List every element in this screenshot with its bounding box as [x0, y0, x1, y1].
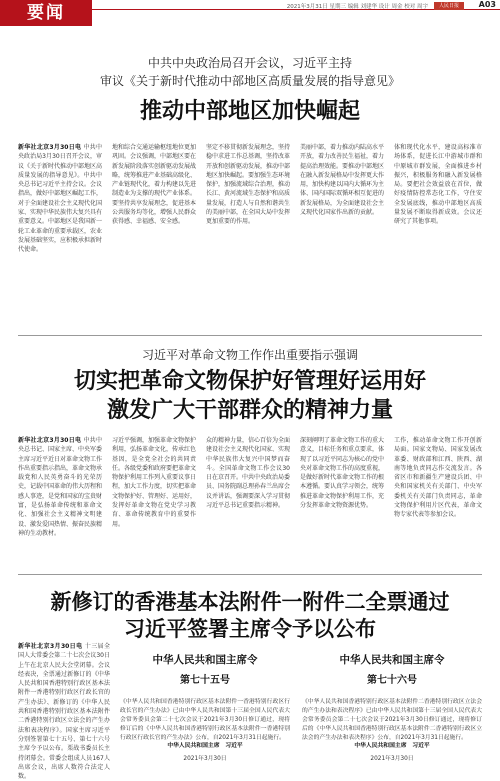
decree-75-date: 2021年3月30日 — [183, 756, 227, 762]
story2-column-1 — [18, 436, 102, 596]
story2-col1-text: 中共中央总书记、国家主席、中央军委主席习近平近日对革命文物工作作出重要指示指出，革命文物承载党和人民英勇奋斗的光荣历史，记载中国革命的伟大历程和感人事迹，是党和国家的宝贵财富，是弘扬革命传统和革命文化、加强社会主义精神文明建设、激发爱国热情、振奋民族精神的生动教材。 — [18, 437, 103, 537]
story3-dateline: 新华社北京3月30日电 — [18, 643, 83, 650]
story2-column-2: 习近平强调，加强革命文物保护利用，弘扬革命文化，传承红色基因，是全党全社会的共同责任。各级党委和政府要把革命文物保护利用工作列入重要议事日程，加大工作力度，切实把革命文物保护好、管理好、运用好，发挥好革命文物在党史学习教育、革命传统教育中的重要作用。 — [112, 437, 197, 528]
story1-dateline: 新华社北京3月30日电 — [18, 144, 82, 151]
brand-tag: 人民日报 — [434, 2, 464, 10]
story3-col1-text: 十三届全国人大常委会第二十七次会议30日上午在北京人民大会堂闭幕。会议经表决，全票通过新修订的《中华人民共和国香港特别行政区基本法附件一香港特别行政区行政长官的产生办法》、新修订的《中华人民共和国香港特别行政区基本法附件二香港特别行政区立法会的产生办法和表决程序》。国家主席习近平分别签署第七十五号、第七十六号主席令予以公布。栗战书委员长主持闭幕会。常委会组成人员167人出席会议，出席人数符合法定人数。 — [18, 643, 110, 781]
story1-subtitle: 审议《关于新时代推动中部地区高质量发展的指导意见》 — [99, 74, 400, 88]
issue-meta: 2021年3月31日 星期三 编辑 刘建华 设计 周金 校对 周宇 — [286, 4, 428, 10]
decree-76-body: 《中华人民共和国香港特别行政区基本法附件二香港特别行政区立法会的产生办法和表决程序》已由中华人民共和国第十三届全国人民代表大会常务委员会第二十七次会议于2021年3月30日修订通过，现将修订后的《中华人民共和国香港特别行政区基本法附件二香港特别行政区立法会的产生办法和表决程序》公布，自2021年3月31日起施行。 — [302, 699, 482, 741]
decree-75-title: 中华人民共和国主席令 — [152, 654, 258, 666]
story2-headline-line2: 激发广大干部群众的精神力量 — [106, 397, 393, 423]
story3-column-1 — [18, 642, 110, 781]
story3-headline-line1: 新修订的香港基本法附件一附件二全票通过 — [50, 589, 450, 614]
decree-76-signer: 中华人民共和国主席 习近平 — [354, 743, 430, 749]
decree-76-number: 第七十六号 — [367, 675, 417, 686]
story1-kicker: 中共中央政治局召开会议，习近平主持 — [147, 56, 352, 70]
story2-dateline: 新华社北京3月30日电 — [18, 437, 82, 444]
story2-kicker: 习近平对革命文物工作作出重要指示强调 — [141, 348, 358, 362]
story3-headline-line2: 习近平签署主席令予以公布 — [124, 616, 376, 641]
story2-column-5: 工作，推动革命文物工作开创新局面。国家文物局、国家发展改革委、财政部和江西、陕西、湖南等地负责同志作交流发言。各省区市和新疆生产建设兵团、中央和国家机关有关部门、中央军委机关有关部门负责同志，革命文物保护利用片区代表，革命文物专家代表等参加会议。 — [394, 437, 482, 519]
story2-column-4: 深刻阐明了革命文物工作的重大意义，目标任务和重点要求，体现了以习近平同志为核心的党中央对革命文物工作的高度重视，是做好新时代革命文物工作的根本遵循。要认真学习领会，统筹推进革命文物保护利用工作，充分发挥革命文物资源优势。 — [300, 437, 385, 510]
story1-column-2: 地和综合交通运输枢纽地位更加巩固。会议强调，中部地区要在新发展阶段落实创新驱动发展战略，统筹推进产业基础高级化、产业链现代化，着力构建以先进制造业为支撑的现代产业体系。要坚持共享发展理念，促进基本公共服务均等化，增强人民群众获得感、幸福感、安全感。 — [112, 144, 197, 226]
story1-column-4: 美丽中部，着力推动内陆高水平开放，着力改善民生福祉，着力提高治理效能。要推动中部地区在融入新发展格局中发挥更大作用，加快构建以国内大循环为主体、国内国际双循环相互促进的新发展格局，为全面建设社会主义现代化国家作出新的贡献。 — [300, 144, 385, 217]
story1-headline: 推动中部地区加快崛起 — [139, 98, 360, 124]
page-number: A03 — [478, 0, 496, 9]
story1-col1-text: 中共中央政治局3月30日召开会议，审议《关于新时代推动中部地区高质量发展的指导意见》。中共中央总书记习近平主持会议。会议指出，做好中部地区崛起工作，对于全面建设社会主义现代化国家、实现中华民族伟大复兴具有重要意义。中部地区是我国新一轮工业革命的重要承载区，农业发展基础坚实，应积极承担新时代使命。 — [18, 144, 103, 254]
masthead — [0, 0, 500, 26]
section-divider-2 — [18, 574, 482, 575]
story2-column-3: 众的精神力量，信心百倍为全面建设社会主义现代化国家、实现中华民族伟大复兴中国梦而奋斗。全国革命文物工作会议30日在京召开。中共中央政治局委员、国务院副总理孙春兰出席会议并讲话，强调要深入学习贯彻习近平总书记重要指示精神。 — [206, 437, 291, 510]
decree-76 — [302, 652, 482, 762]
decree-76-title: 中华人民共和国主席令 — [339, 654, 445, 666]
story2-headline-line1: 切实把革命文物保护好管理好运用好 — [73, 368, 426, 394]
decree-75-number: 第七十五号 — [180, 675, 230, 686]
section-divider-1 — [18, 335, 482, 336]
decree-76-date: 2021年3月30日 — [370, 756, 414, 762]
story1-column-1 — [18, 143, 102, 313]
decree-75-signer: 中华人民共和国主席 习近平 — [167, 743, 243, 749]
story1-column-3: 坚定不移贯彻新发展理念，坚持稳中求进工作总基调，坚持改革开放和创新驱动发展，推动中部地区加快崛起。要加强生态环境保护，加强流域综合治理，推动长江、黄河流域生态保护和高质量发展，打造人与自然和谐共生的美丽中部，在全国大局中发挥更加重要的作用。 — [206, 144, 291, 226]
decree-75-body: 《中华人民共和国香港特别行政区基本法附件一香港特别行政区行政长官的产生办法》已由中华人民共和国第十三届全国人民代表大会常务委员会第二十七次会议于2021年3月30日修订通过，现将修订后的《中华人民共和国香港特别行政区基本法附件一香港特别行政区行政长官的产生办法》公布，自2021年3月31日起施行。 — [120, 699, 290, 741]
section-title: 要闻 — [0, 0, 92, 26]
decree-75 — [120, 652, 290, 762]
story1-column-5: 体和现代化水平，建设高标准市场体系，促进长江中游城市群和中原城市群发展，全面推进乡村振兴，积极服务和融入新发展格局。要把社会效益放在首位，做好疫情防控常态化工作，守住安全发展底线，推动中部地区高质量发展不断取得新成效。会议还研究了其他事项。 — [394, 144, 482, 226]
